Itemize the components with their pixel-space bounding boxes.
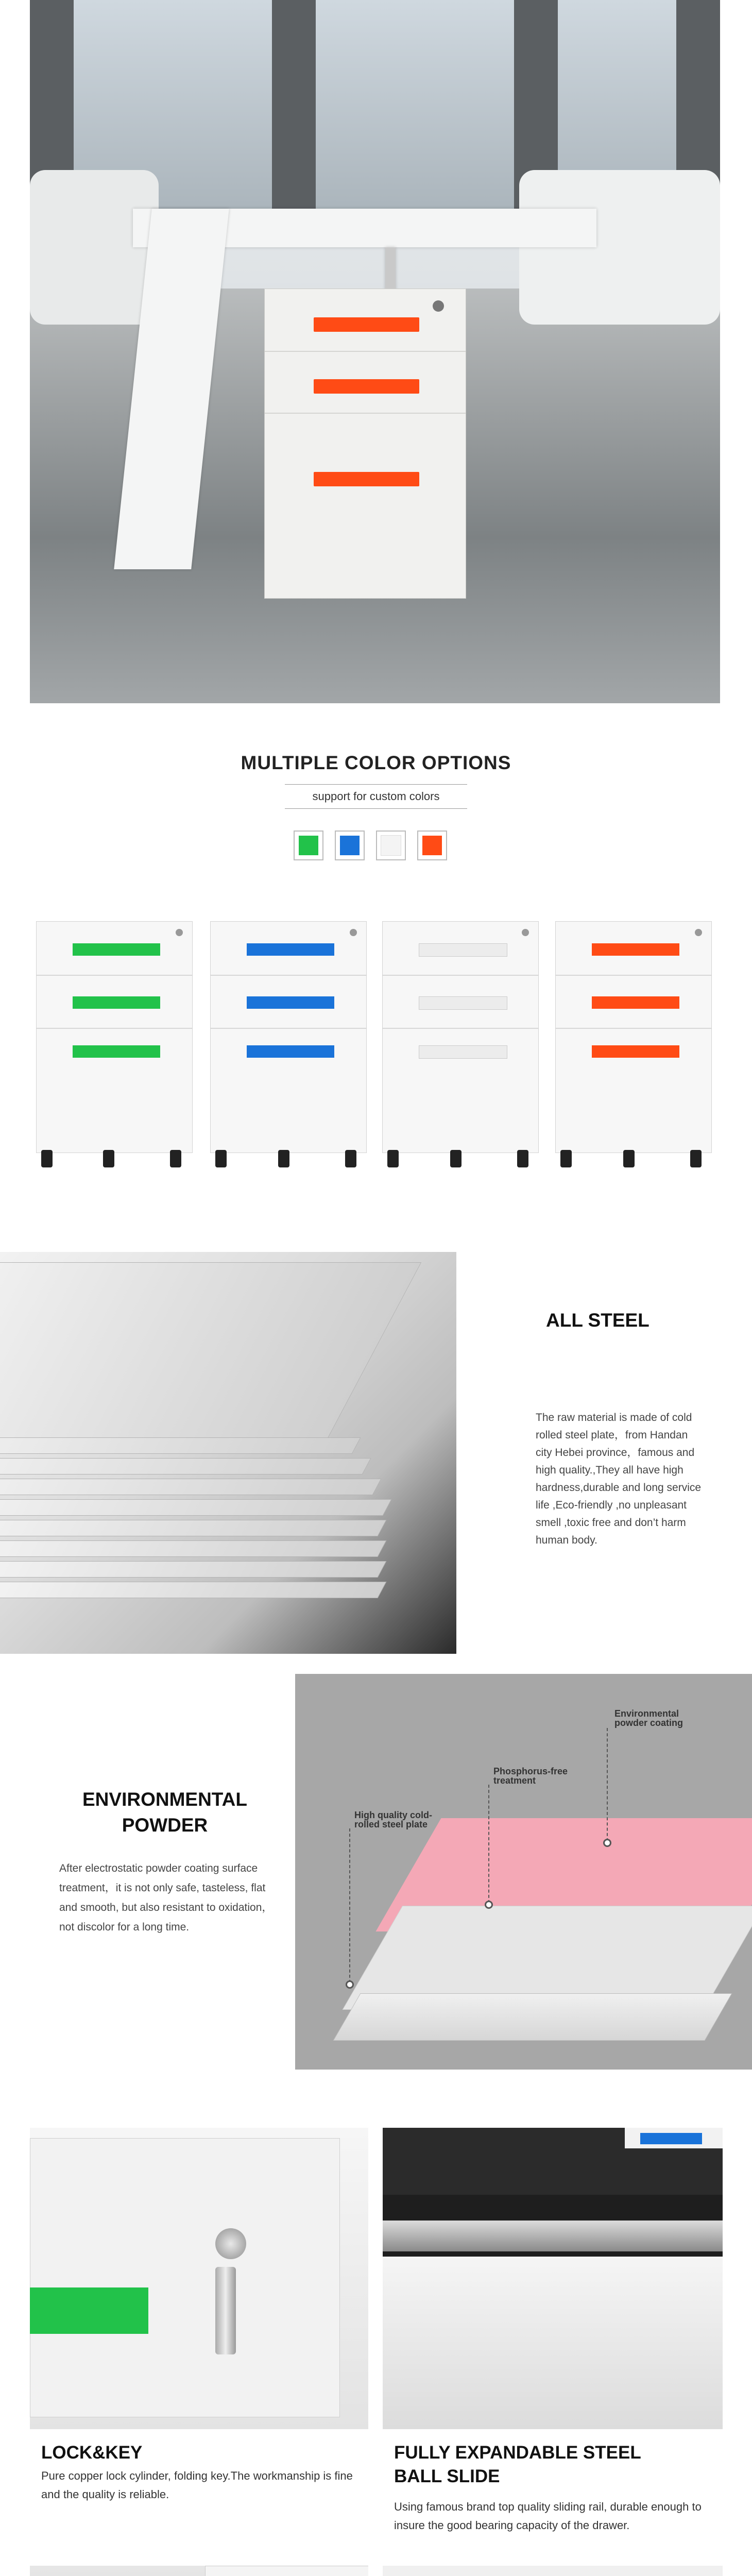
swatch-green[interactable]: [294, 831, 323, 860]
swatch-blue[interactable]: [335, 831, 365, 860]
lock-key-title: LOCK&KEY: [41, 2443, 143, 2463]
environmental-title: [82, 1787, 247, 1838]
color-options-title: MULTIPLE COLOR OPTIONS: [241, 752, 511, 773]
casters-photo: [30, 2566, 368, 2576]
swatch-white[interactable]: [376, 831, 406, 860]
environmental-title-line1: ENVIRONMENTAL: [82, 1789, 247, 1810]
hero-product-photo: [30, 0, 720, 703]
steel-layer: [333, 1993, 732, 2041]
environmental-description: After electrostatic powder coating surface treatment，it is not only safe, tasteless, flat and smooth, but also resistant to oxidation，not discolor for a long time.: [59, 1862, 273, 1933]
hero-cabinet: [264, 289, 466, 599]
lock-key-photo: [30, 2128, 368, 2429]
steel-sheets-photo: [0, 1252, 456, 1654]
cabinet-orange: [555, 921, 712, 1153]
lock-key-description: Pure copper lock cylinder, folding key.The workmanship is fine and the quality is reliable.: [41, 2469, 353, 2501]
all-steel-description: The raw material is made of cold rolled steel plate，from Handan city Hebei province，famous and high quality.,They all have high hardness,durable and long service life ,Eco-friendly ,no unpleasant smell ,toxic free and don’t harm human body.: [536, 1412, 702, 1546]
cabinet-green: [36, 921, 193, 1153]
ball-slide-title: [394, 2441, 641, 2488]
swatch-orange[interactable]: [417, 831, 447, 860]
label-powder-coating: Environmental powder coating: [614, 1708, 683, 1728]
cabinet-white: [382, 921, 539, 1153]
ball-slide-title-line2: BALL SLIDE: [394, 2466, 500, 2486]
sofa-shape: [519, 170, 720, 325]
chair-shape: [30, 170, 159, 325]
environmental-title-line2: POWDER: [122, 1815, 208, 1836]
ball-slide-title-line1: FULLY EXPANDABLE STEEL: [394, 2443, 641, 2463]
label-phosphorus: Phosphorus-free treatment: [493, 1766, 568, 1786]
layers-diagram: [295, 1674, 752, 2070]
ball-slide-photo: [383, 2128, 723, 2429]
cabinet-blue: [210, 921, 367, 1153]
large-bucket-photo: [383, 2566, 723, 2576]
ball-slide-description: Using famous brand top quality sliding rail, durable enough to insure the good bearing capacity of the drawer.: [394, 2500, 702, 2532]
label-steel-plate: High quality cold- rolled steel plate: [354, 1810, 432, 1829]
all-steel-title: ALL STEEL: [546, 1310, 650, 1331]
color-options-subtitle: support for custom colors: [285, 784, 467, 809]
